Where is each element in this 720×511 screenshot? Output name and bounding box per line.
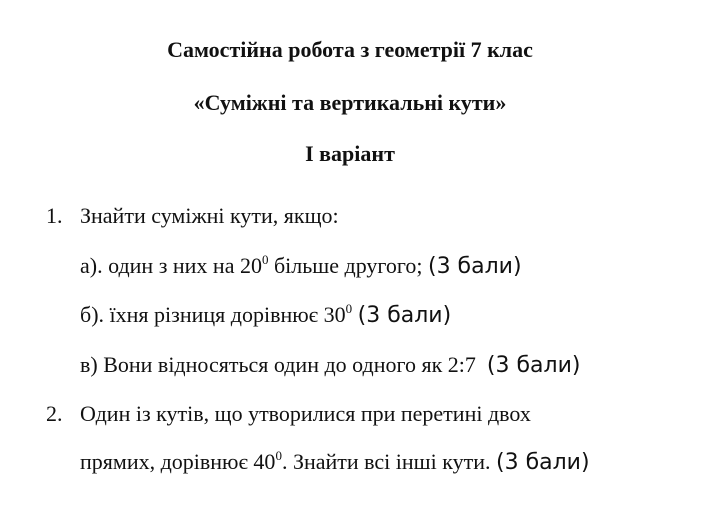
task-1c [80,351,580,380]
task-1b-points: (3 бали) [357,303,452,328]
worksheet-topic: «Суміжні та вертикальні кути» [193,90,507,115]
task-1a-rest: більше другого; [268,253,423,278]
task-1a-points: (3 бали) [427,254,522,279]
task-1b-text: б). їхня різниця дорівнює 30 [80,302,346,327]
task-2-line-2-start: прямих, дорівнює 40 [80,449,276,474]
task-1c-text: в) Вони відносяться один до одного як 2:7 [80,352,476,377]
task-1a [80,252,522,281]
task-1a-degree: 0 [261,252,269,267]
task-2-degree: 0 [275,448,282,463]
task-1-text: Знайти суміжні кути, якщо: [80,203,339,228]
task-2-number: 2. [46,401,63,426]
task-2-line-1: Один із кутів, що утворилися при перетині двох [80,401,531,426]
task-1b-degree: 0 [345,301,353,316]
task-1b [80,301,451,330]
worksheet-variant: І варіант [305,141,395,166]
task-2-points: (3 бали) [496,450,590,475]
task-2-line-2 [80,448,590,477]
task-1c-points: (3 бали) [486,353,581,378]
task-1-number: 1. [46,203,63,228]
task-2-line-2-end: . Знайти всі інші кути. [281,449,491,474]
task-1a-text: а). один з них на 20 [80,253,262,278]
worksheet-title: Самостійна робота з геометрії 7 клас [167,37,533,62]
